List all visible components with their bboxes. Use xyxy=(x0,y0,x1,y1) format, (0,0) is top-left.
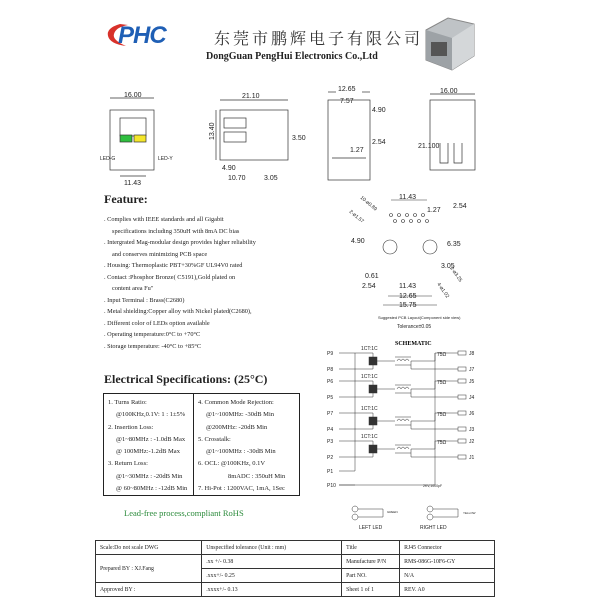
rear-view xyxy=(430,94,475,170)
connector-photo xyxy=(418,16,476,72)
transformer-icon xyxy=(369,417,377,425)
choke-icon xyxy=(397,387,409,389)
sheet-cell: Sheet 1 of 1 xyxy=(342,583,400,597)
feature-line: . Operating temperature:0°C to +70°C xyxy=(104,331,201,338)
spec-line: @1~100MHz : -30dB Min xyxy=(206,448,276,456)
dim-bottom-pitch: 1.27 xyxy=(350,147,364,154)
left-pin-label: P3 xyxy=(327,439,334,445)
dim-front-width: 16.00 xyxy=(124,92,142,99)
left-led-label: LEFT LED xyxy=(359,525,383,531)
dim-side-d1: 4.90 xyxy=(222,165,236,172)
resistor-label: 75Ω xyxy=(437,440,447,446)
company-name-en: DongGuan PengHui Electronics Co.,Ltd xyxy=(206,51,378,62)
left-pin-label: P6 xyxy=(327,379,334,385)
feature-line: content area Fu" xyxy=(112,285,154,292)
scale-cell: Scale:Do not scale DWG xyxy=(96,541,202,555)
spec-line: @200MHz: -20dB Min xyxy=(206,423,268,431)
feature-line: . Input Terminal : Brass(C2680) xyxy=(104,296,185,304)
company-name-cn: 东莞市鹏辉电子有限公司 xyxy=(214,31,424,48)
tol-2: .xxx+/- 0.25 xyxy=(202,569,342,583)
pcb-dim: 2.54 xyxy=(362,283,376,290)
feature-line: and conserves minimizing PCB space xyxy=(112,250,208,258)
spec-line: 5. Crosstalk: xyxy=(198,435,231,443)
pcb-tolerance: Tolerance±0.05 xyxy=(397,324,432,330)
title-block xyxy=(95,540,495,597)
left-led-color: GREEN xyxy=(387,510,398,514)
feature-line: specifications including 350uH with 8mA DC bias xyxy=(112,227,240,235)
dim-side-d2: 10.70 xyxy=(228,175,246,182)
dim-side-pin: 3.50 xyxy=(292,135,306,142)
dim-front-pitch: 11.43 xyxy=(124,180,141,187)
right-pin-label: J8 xyxy=(469,351,475,357)
pcb-dim: 1.27 xyxy=(427,207,441,214)
spec-line: 4. Common Mode Rejection: xyxy=(198,399,274,406)
spec-line: 2. Insertion Loss: xyxy=(108,423,154,431)
pcb-dim: 0.61 xyxy=(365,273,379,280)
side-view xyxy=(216,100,288,160)
dim-side-height: 13.40 xyxy=(209,122,216,140)
right-led-label: RIGHT LED xyxy=(420,525,447,531)
logo-text: PHC xyxy=(118,22,166,49)
pcb-dim: 11.43 xyxy=(399,283,416,290)
spec-line: 8mADC : 350uH Min xyxy=(228,472,286,480)
part-label: Part NO. xyxy=(342,569,400,583)
spec-line: 1. Turns Ratio: xyxy=(108,399,147,406)
right-pin-label: J1 xyxy=(469,455,475,461)
ct-label: 1CT:1C xyxy=(361,406,378,412)
tolerance-cell: Unspecified tolerance (Unit : mm) xyxy=(202,541,342,555)
dim-bottom-w1: 12.65 xyxy=(338,86,356,93)
feature-list xyxy=(104,214,256,352)
right-pin-label: J4 xyxy=(469,395,475,401)
electrical-heading: Electrical Specifications: (25°C) xyxy=(104,372,268,386)
approved-by: Approved BY : xyxy=(96,583,202,597)
mpn-label: Manufacture P/N xyxy=(342,555,400,569)
spec-line: @ 60~80MHz : -12dB Min xyxy=(116,485,188,493)
ct-label: 1CT:1C xyxy=(361,346,378,352)
title-value: RJ45 Connector xyxy=(400,541,495,555)
schematic xyxy=(325,337,480,532)
spec-line: @1~30MHz : -20dB Min xyxy=(116,472,183,480)
left-pin-label: P10 xyxy=(327,483,336,489)
right-pin-label: J2 xyxy=(469,439,475,445)
left-pin-label: P7 xyxy=(327,411,334,417)
spec-line: 7. Hi-Pot : 1200VAC, 1mA, 1Sec xyxy=(198,485,285,493)
pcb-dim: 3.05 xyxy=(441,263,455,270)
right-led-color: YELLOW xyxy=(463,511,476,515)
pcb-caption: Suggested PCB Layout(Component side view) xyxy=(378,315,461,320)
right-pin-label: J7 xyxy=(469,367,475,373)
ct-label: 1CT:1C xyxy=(361,374,378,380)
right-pin-label: J6 xyxy=(469,411,475,417)
front-view xyxy=(110,98,154,176)
rev-cell: REV. A0 xyxy=(400,583,495,597)
left-pin-label: P5 xyxy=(327,395,334,401)
led-g-label: LED-G xyxy=(100,156,116,162)
prepared-by: Prepared BY : XJ.Fang xyxy=(96,555,202,583)
rohs-note: Lead-free process,compliant RoHS xyxy=(124,508,244,518)
pcb-dim: 11.43 xyxy=(399,194,416,201)
pcb-dim: 4.90 xyxy=(351,238,365,245)
led-y-label: LED-Y xyxy=(158,156,173,162)
pcb-dim: 15.75 xyxy=(399,302,417,309)
tol-3: .xxxx+/- 0.13 xyxy=(202,583,342,597)
pcb-hole-note: 2-ø3.25 xyxy=(448,265,464,284)
left-pin-label: P2 xyxy=(327,455,334,461)
dim-bottom-h1: 4.90 xyxy=(372,107,386,114)
ct-label: 1CT:1C xyxy=(361,434,378,440)
feature-line: . Intergrated Mag-modular design provides higher reliability xyxy=(104,239,256,246)
pcb-dim: 6.35 xyxy=(447,241,461,248)
left-pin-label: P9 xyxy=(327,351,334,357)
pcb-hole-note: 4-ø1.02 xyxy=(435,281,451,300)
mpn-value: RMS-086G-10F6-GY xyxy=(400,555,495,569)
pcb-hole-note: 2-ø1.57 xyxy=(347,208,365,225)
feature-line: . Contact :Phosphor Bronze( C5191),Gold plated on xyxy=(104,273,236,281)
dim-side-d3: 3.05 xyxy=(264,175,278,182)
pcb-hole-note: 10-ø0.89 xyxy=(358,194,378,213)
cap-label: 2KV,1000pF xyxy=(423,484,443,488)
spec-line: @100KHz,0.1V: 1 : 1±5% xyxy=(116,411,186,419)
title-label: Title xyxy=(342,541,400,555)
dim-bottom-h2: 2.54 xyxy=(372,139,386,146)
bottom-view xyxy=(328,92,370,180)
dim-rear-width: 16.00 xyxy=(440,88,458,95)
left-pin-label: P8 xyxy=(327,367,334,373)
feature-line: . Different color of LEDs option available xyxy=(104,319,210,327)
dim-side-length: 21.10 xyxy=(242,93,260,100)
spec-line: @ 100MHz:-1.2dB Max xyxy=(116,448,180,456)
spec-line: @1~100MHz: -30dB Min xyxy=(206,411,275,419)
electrical-spec-table xyxy=(103,393,300,496)
feature-line: . Metal shielding:Copper alloy with Nickel plated(C2680), xyxy=(104,308,252,315)
transformer-icon xyxy=(369,357,377,365)
choke-icon xyxy=(397,359,409,361)
schematic-title: SCHEMATIC xyxy=(395,341,432,347)
pcb-dim: 12.65 xyxy=(399,293,417,300)
spec-line: 3. Return Loss: xyxy=(108,460,148,468)
resistor-label: 75Ω xyxy=(437,352,447,358)
part-value: N/A xyxy=(400,569,495,583)
tol-1: .xx +/- 0.38 xyxy=(202,555,342,569)
mechanical-drawings xyxy=(100,82,500,196)
feature-line: . Housing: Thermoplastic PBT+30%GF UL94V0 rated xyxy=(104,262,243,269)
pcb-layout xyxy=(325,188,490,338)
feature-line: . Storage temperature: -40°C to +85°C xyxy=(104,342,202,350)
feature-heading: Feature: xyxy=(104,192,148,206)
spec-line: @1~80MHz : -1.0dB Max xyxy=(116,435,186,443)
dim-rear-height: 21.100 xyxy=(418,143,440,150)
transformer-icon xyxy=(369,445,377,453)
transformer-icon xyxy=(369,385,377,393)
choke-icon xyxy=(397,447,409,449)
spec-line: 6. OCL: @100KHz, 0.1V xyxy=(198,460,266,468)
left-pin-label: P4 xyxy=(327,427,334,433)
right-pin-label: J5 xyxy=(469,379,475,385)
resistor-label: 75Ω xyxy=(437,412,447,418)
left-pin-label: P1 xyxy=(327,469,334,475)
choke-icon xyxy=(397,419,409,421)
dim-bottom-w2: 7.57 xyxy=(340,98,354,105)
pcb-dim: 2.54 xyxy=(453,203,467,210)
right-pin-label: J3 xyxy=(469,427,475,433)
resistor-label: 75Ω xyxy=(437,380,447,386)
feature-line: . Complies with IEEE standards and all Gigabit xyxy=(104,216,224,223)
